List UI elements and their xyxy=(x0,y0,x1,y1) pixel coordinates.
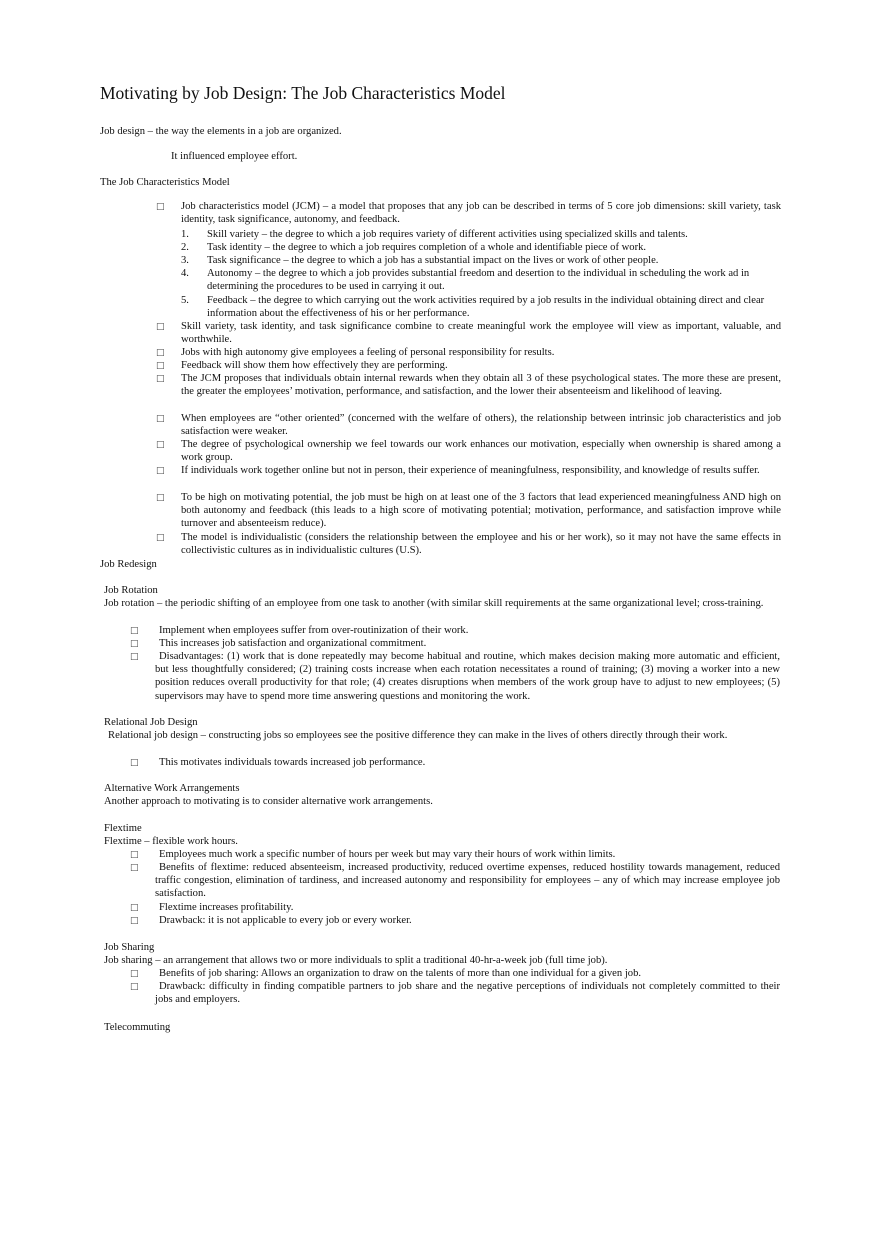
list-item: Jobs with high autonomy give employees a feeling of personal responsibility for results. xyxy=(181,347,555,358)
checkbox-icon: □ xyxy=(130,626,139,636)
item-number: 1. xyxy=(181,229,189,240)
checkbox-icon: □ xyxy=(130,916,139,926)
checkbox-icon: □ xyxy=(130,758,139,768)
flextime-heading: Flextime xyxy=(104,823,142,834)
list-item: Implement when employees suffer from over-routinization of their work. xyxy=(159,625,469,636)
item-number: 2. xyxy=(181,242,189,253)
list-item: This motivates individuals towards increased job performance. xyxy=(159,757,426,768)
list-item: Flextime increases profitability. xyxy=(159,902,294,913)
checkbox-icon: □ xyxy=(130,652,139,662)
checkbox-icon: □ xyxy=(130,639,139,649)
jcm-intro: Job characteristics model (JCM) – a model that proposes that any job can be described in terms of 5 core job dimensions: skill variety, task identity, task significance, autonomy, and feedback. xyxy=(181,201,781,226)
list-item xyxy=(181,200,781,226)
page-title: Motivating by Job Design: The Job Characteristics Model xyxy=(100,83,506,103)
list-item: The degree of psychological ownership we feel towards our work enhances our motivation, especially when ownership is shared among a work group. xyxy=(181,439,781,464)
list-item xyxy=(181,241,781,254)
checkbox-icon: □ xyxy=(156,466,165,476)
job-rotation-definition: Job rotation – the periodic shifting of an employee from one task to another (with similar skill requirements at the same organizational level; cross-training. xyxy=(104,598,764,609)
list-item: The JCM proposes that individuals obtain internal rewards when they obtain all 3 of these psychological states. The more these are present, the greater the employees’ motivation, performance, and satisfaction, and the lower their absenteeism and likelihood of leaving. xyxy=(181,373,781,398)
alternative-text: Another approach to motivating is to consider alternative work arrangements. xyxy=(104,796,433,807)
checkbox-icon: □ xyxy=(156,202,165,212)
list-item: The model is individualistic (considers the relationship between the employee and his or her work), so it may not have the same effects in collectivistic cultures as in individualistic cultures (U.S). xyxy=(181,532,781,557)
checkbox-icon: □ xyxy=(130,982,139,992)
list-item: Benefits of flextime: reduced absenteeism, increased productivity, reduced overtime expenses, reduced hostility towards management, reduced traffic congestion, elimination of tardiness, and increased autonomy and responsibility for employees – any of which may increase employee job satisfaction. xyxy=(155,862,780,900)
job-redesign-heading: Job Redesign xyxy=(100,559,157,570)
job-design-note: It influenced employee effort. xyxy=(171,151,298,162)
list-item xyxy=(181,294,781,320)
checkbox-icon: □ xyxy=(156,374,165,384)
list-item: If individuals work together online but not in person, their experience of meaningfulness, responsibility, and knowledge of results suffer. xyxy=(181,465,760,476)
checkbox-icon: □ xyxy=(156,348,165,358)
checkbox-icon: □ xyxy=(130,903,139,913)
alternative-heading: Alternative Work Arrangements xyxy=(104,783,240,794)
checkbox-icon: □ xyxy=(130,850,139,860)
checkbox-icon: □ xyxy=(130,863,139,873)
dimension-list xyxy=(181,228,781,320)
item-text: Task significance – the degree to which a job has a substantial impact on the lives or work of other people. xyxy=(207,255,659,266)
checkbox-icon: □ xyxy=(156,440,165,450)
list-item: Disadvantages: (1) work that is done repeatedly may become habitual and routine, which makes decision making more automatic and efficient, but less thoughtfully considered; (2) training costs increase when each rotation necessitates a round of training; (3) moving a worker into a new position reduces overall productivity for that role; (4) creates disruptions when members of the work group have to adjust to new employees; (5) supervisors may have to spend more time answering questions and monitoring the work. xyxy=(155,651,780,702)
list-item: Feedback will show them how effectively they are performing. xyxy=(181,360,448,371)
item-number: 3. xyxy=(181,255,189,266)
list-item: Drawback: it is not applicable to every job or every worker. xyxy=(159,915,412,926)
list-item: When employees are “other oriented” (concerned with the welfare of others), the relationship between intrinsic job characteristics and job satisfaction were weaker. xyxy=(181,413,781,438)
item-text: Feedback – the degree to which carrying out the work activities required by a job results in the individual obtaining direct and clear information about the effectiveness of his or her performance. xyxy=(207,295,765,320)
item-text: Task identity – the degree to which a job requires completion of a whole and identifiable piece of work. xyxy=(207,242,647,253)
job-rotation-heading: Job Rotation xyxy=(104,585,158,596)
job-sharing-definition: Job sharing – an arrangement that allows two or more individuals to split a traditional 40-hr-a-week job (full time job). xyxy=(104,955,608,966)
item-text: Skill variety – the degree to which a job requires variety of different activities using specialized skills and talents. xyxy=(207,229,688,240)
telecommuting-heading: Telecommuting xyxy=(104,1022,171,1033)
item-number: 4. xyxy=(181,268,189,279)
list-item xyxy=(181,254,781,267)
checkbox-icon: □ xyxy=(156,361,165,371)
list-item: Drawback: difficulty in finding compatible partners to job share and the negative perceptions of individuals not completely committed to their jobs and employers. xyxy=(155,981,780,1006)
list-item: Skill variety, task identity, and task significance combine to create meaningful work the employee will view as important, valuable, and worthwhile. xyxy=(181,321,781,346)
checkbox-icon: □ xyxy=(156,414,165,424)
list-item: To be high on motivating potential, the job must be high on at least one of the 3 factors that lead experienced meaningfulness AND high on both autonomy and feedback (this leads to a high score of motivating potential; motivation, performance, and satisfaction improve while turnover and absenteeism reduce). xyxy=(181,492,781,530)
relational-definition: Relational job design – constructing jobs so employees see the positive difference they can make in the lives of others directly through their work. xyxy=(108,730,728,741)
job-design-definition: Job design – the way the elements in a job are organized. xyxy=(100,126,342,137)
jcm-heading: The Job Characteristics Model xyxy=(100,177,230,188)
relational-heading: Relational Job Design xyxy=(104,717,198,728)
item-number: 5. xyxy=(181,295,189,306)
flextime-definition: Flextime – flexible work hours. xyxy=(104,836,238,847)
checkbox-icon: □ xyxy=(130,969,139,979)
list-item: This increases job satisfaction and organizational commitment. xyxy=(159,638,427,649)
list-item: Benefits of job sharing: Allows an organization to draw on the talents of more than one individual for a given job. xyxy=(159,968,642,979)
job-sharing-heading: Job Sharing xyxy=(104,942,155,953)
item-text: Autonomy – the degree to which a job provides substantial freedom and desertion to the individual in scheduling the work ad in determining the procedures to be used in carrying it out. xyxy=(207,268,750,293)
list-item xyxy=(181,228,781,241)
checkbox-icon: □ xyxy=(156,493,165,503)
list-item: Employees much work a specific number of hours per week but may vary their hours of work within limits. xyxy=(159,849,616,860)
checkbox-icon: □ xyxy=(156,533,165,543)
checkbox-icon: □ xyxy=(156,322,165,332)
list-item xyxy=(181,267,781,294)
